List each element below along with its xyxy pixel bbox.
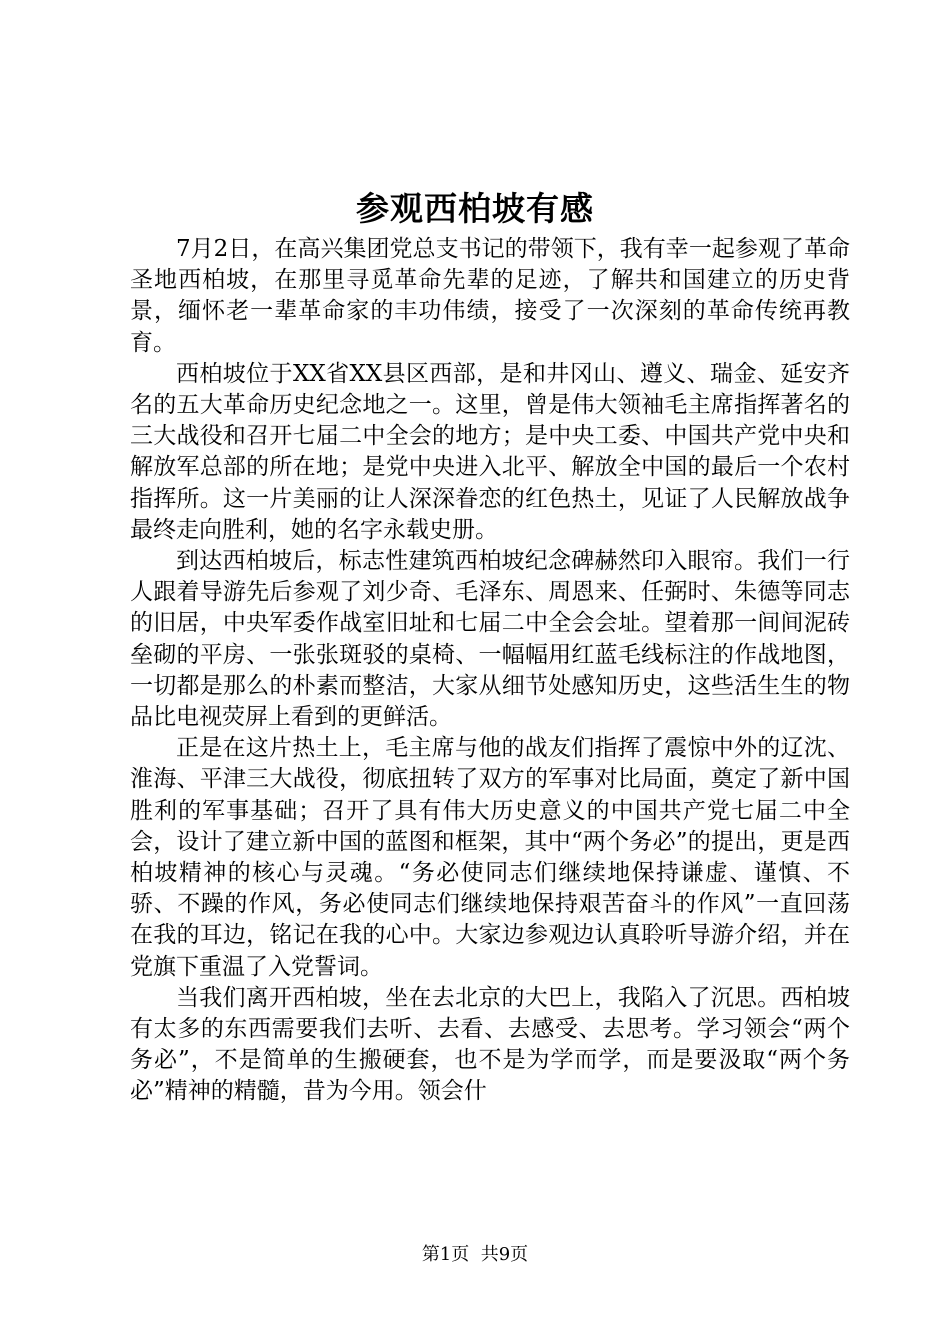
page-footer	[0, 1242, 950, 1268]
paragraph-4: 正是在这片热土上，毛主席与他的战友们指挥了震惊中外的辽沈、淮海、平津三大战役，彻底扭转了双方的军事对比局面，奠定了新中国胜利的军事基础；召开了具有伟大历史意义的中国共产党七届二中全会，设计了建立新中国的蓝图和框架，其中“两个务必”的提出，更是西柏坡精神的核心与灵魂。“务必使同志们继续地保持谦虚、谨慎、不骄、不躁的作风，务必使同志们继续地保持艰苦奋斗的作风”一直回荡在我的耳边，铭记在我的心中。大家边参观边认真聆听导游介绍，并在党旗下重温了入党誓词。	[130, 735, 850, 980]
paragraph-1: 7月2日，在高兴集团党总支书记的带领下，我有幸一起参观了革命圣地西柏坡，在那里寻觅革命先辈的足迹，了解共和国建立的历史背景，缅怀老一辈革命家的丰功伟绩，接受了一次深刻的革命传统再教育。	[130, 236, 850, 356]
paragraph-2: 西柏坡位于XX省XX县区西部，是和井冈山、遵义、瑞金、延安齐名的五大革命历史纪念地之一。这里，曾是伟大领袖毛主席指挥著名的三大战役和召开七届二中全会的地方；是中央工委、中国共产党中央和解放军总部的所在地；是党中央进入北平、解放全中国的最后一个农村指挥所。这一片美丽的让人深深眷恋的红色热土，见证了人民解放战争最终走向胜利，她的名字永载史册。	[130, 360, 850, 543]
page-number-label: 第1页 共9页	[421, 1244, 529, 1265]
document-body	[130, 234, 850, 1108]
paragraph-5: 当我们离开西柏坡，坐在去北京的大巴上，我陷入了沉思。西柏坡有太多的东西需要我们去听、去看、去感受、去思考。学习领会“两个务必”，不是简单的生搬硬套，也不是为学而学，而是要汲取“两个务必”精神的精髓，昔为今用。领会什	[130, 984, 850, 1105]
document-title: 参观西柏坡有感	[356, 189, 594, 228]
paragraph-3: 到达西柏坡后，标志性建筑西柏坡纪念碑赫然印入眼帘。我们一行人跟着导游先后参观了刘少奇、毛泽东、周恩来、任弼时、朱德等同志的旧居，中央军委作战室旧址和七届二中全会会址。望着那一间间泥砖垒砌的平房、一张张斑驳的桌椅、一幅幅用红蓝毛线标注的作战地图，一切都是那么的朴素而整洁，大家从细节处感知历史，这些活生生的物品比电视荧屏上看到的更鲜活。	[130, 548, 850, 731]
